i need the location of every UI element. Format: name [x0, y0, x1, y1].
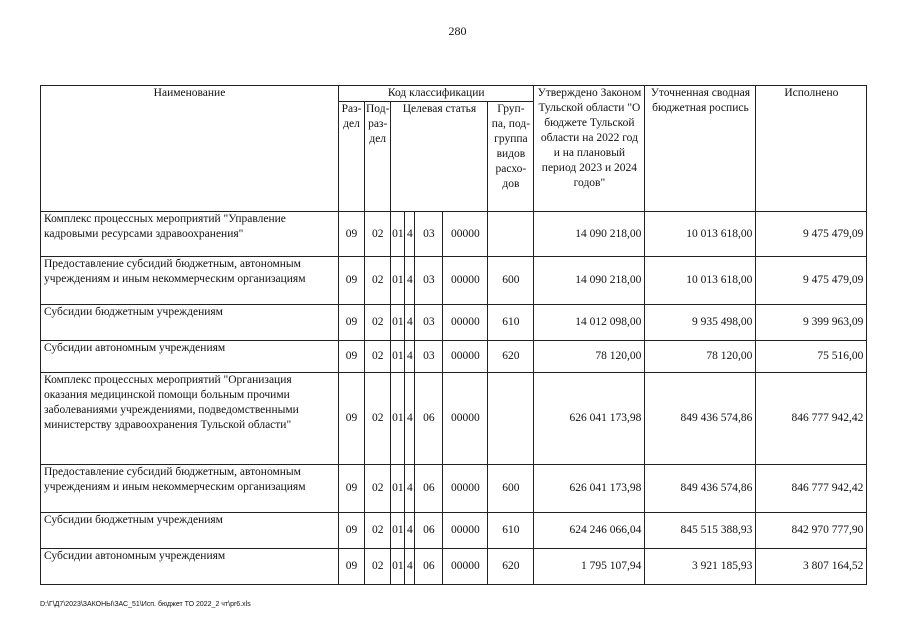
- header-row-top: [41, 86, 867, 102]
- row-approved: 1 795 107,94: [534, 549, 645, 585]
- row-section: 09: [339, 465, 365, 513]
- table-body: [41, 212, 867, 585]
- header-revised: Уточненная сводная бюджетная роспись: [645, 86, 756, 212]
- row-expense-group: 610: [488, 513, 534, 549]
- row-revised: 849 436 574,86: [645, 373, 756, 465]
- header-target-article: Целевая статья: [391, 102, 488, 212]
- row-name: Комплекс процессных мероприятий "Организация оказания медицинской помощи больным прочими заболеваниями учреждениями, подведомственными министерству здравоохранения Тульской области": [41, 373, 339, 465]
- row-name: Субсидии автономным учреждениям: [41, 549, 339, 585]
- row-expense-group: 620: [488, 549, 534, 585]
- row-executed: 846 777 942,42: [756, 465, 867, 513]
- row-revised: 78 120,00: [645, 341, 756, 373]
- row-target-type: 4: [405, 257, 415, 305]
- row-approved: 626 041 173,98: [534, 465, 645, 513]
- row-target-complex: 03: [415, 212, 443, 257]
- row-executed: 75 516,00: [756, 341, 867, 373]
- row-approved: 626 041 173,98: [534, 373, 645, 465]
- row-target-direction: 00000: [443, 305, 488, 341]
- row-target-program: 01: [391, 212, 405, 257]
- row-revised: 9 935 498,00: [645, 305, 756, 341]
- row-section: 09: [339, 549, 365, 585]
- row-expense-group: 600: [488, 257, 534, 305]
- header-code: Код классификации: [339, 86, 534, 102]
- row-target-type: 4: [405, 341, 415, 373]
- row-executed: 3 807 164,52: [756, 549, 867, 585]
- row-subsection: 02: [365, 341, 391, 373]
- row-target-program: 01: [391, 549, 405, 585]
- row-target-program: 01: [391, 465, 405, 513]
- row-subsection: 02: [365, 305, 391, 341]
- row-revised: 10 013 618,00: [645, 257, 756, 305]
- row-target-type: 4: [405, 373, 415, 465]
- header-name: Наименование: [41, 86, 339, 212]
- row-approved: 14 090 218,00: [534, 212, 645, 257]
- row-target-direction: 00000: [443, 465, 488, 513]
- header-executed: Исполнено: [756, 86, 867, 212]
- row-executed: 9 475 479,09: [756, 212, 867, 257]
- table-row: [41, 257, 867, 305]
- row-target-program: 01: [391, 305, 405, 341]
- row-executed: 846 777 942,42: [756, 373, 867, 465]
- budget-table: [40, 85, 867, 585]
- row-section: 09: [339, 212, 365, 257]
- row-subsection: 02: [365, 257, 391, 305]
- row-section: 09: [339, 341, 365, 373]
- row-expense-group: 610: [488, 305, 534, 341]
- header-approved: Утверждено Законом Тульской области "О бюджете Тульской области на 2022 год и на плановый период 2023 и 2024 годов": [534, 86, 645, 212]
- row-target-direction: 00000: [443, 212, 488, 257]
- row-subsection: 02: [365, 212, 391, 257]
- row-executed: 9 399 963,09: [756, 305, 867, 341]
- header-section: Раз- дел: [339, 102, 365, 212]
- table-row: [41, 212, 867, 257]
- table-row: [41, 341, 867, 373]
- row-target-complex: 06: [415, 465, 443, 513]
- row-target-direction: 00000: [443, 513, 488, 549]
- file-path-footer: D:\Г\Д7\2023\ЗАКОНЫ\ЗАС_51\Исп. бюджет ТО 2022_2 чт\pr6.xls: [40, 601, 251, 608]
- page-number: 280: [448, 24, 467, 38]
- row-approved: 624 246 066,04: [534, 513, 645, 549]
- row-target-type: 4: [405, 513, 415, 549]
- row-target-direction: 00000: [443, 549, 488, 585]
- row-name: Субсидии бюджетным учреждениям: [41, 513, 339, 549]
- table-row: [41, 549, 867, 585]
- row-section: 09: [339, 305, 365, 341]
- row-target-type: 4: [405, 212, 415, 257]
- row-subsection: 02: [365, 465, 391, 513]
- row-revised: 3 921 185,93: [645, 549, 756, 585]
- row-target-direction: 00000: [443, 257, 488, 305]
- row-name: Субсидии бюджетным учреждениям: [41, 305, 339, 341]
- row-executed: 842 970 777,90: [756, 513, 867, 549]
- table-row: [41, 513, 867, 549]
- row-target-complex: 03: [415, 305, 443, 341]
- table-row: [41, 465, 867, 513]
- table-row: [41, 305, 867, 341]
- row-name: Предоставление субсидий бюджетным, автономным учреждениям и иным некоммерческим организациям: [41, 465, 339, 513]
- row-revised: 10 013 618,00: [645, 212, 756, 257]
- row-target-program: 01: [391, 257, 405, 305]
- row-expense-group: 620: [488, 341, 534, 373]
- row-target-complex: 03: [415, 257, 443, 305]
- row-target-type: 4: [405, 305, 415, 341]
- row-target-program: 01: [391, 373, 405, 465]
- row-subsection: 02: [365, 549, 391, 585]
- row-target-program: 01: [391, 341, 405, 373]
- row-target-complex: 06: [415, 549, 443, 585]
- row-target-type: 4: [405, 465, 415, 513]
- row-target-direction: 00000: [443, 341, 488, 373]
- row-name: Субсидии автономным учреждениям: [41, 341, 339, 373]
- row-target-type: 4: [405, 549, 415, 585]
- row-subsection: 02: [365, 513, 391, 549]
- row-approved: 14 090 218,00: [534, 257, 645, 305]
- table-row: [41, 373, 867, 465]
- row-executed: 9 475 479,09: [756, 257, 867, 305]
- row-expense-group: [488, 373, 534, 465]
- row-section: 09: [339, 513, 365, 549]
- header-subsection: Под- раз- дел: [365, 102, 391, 212]
- row-section: 09: [339, 257, 365, 305]
- row-section: 09: [339, 373, 365, 465]
- row-target-program: 01: [391, 513, 405, 549]
- row-approved: 14 012 098,00: [534, 305, 645, 341]
- row-revised: 845 515 388,93: [645, 513, 756, 549]
- row-name: Предоставление субсидий бюджетным, автономным учреждениям и иным некоммерческим организациям: [41, 257, 339, 305]
- row-approved: 78 120,00: [534, 341, 645, 373]
- row-subsection: 02: [365, 373, 391, 465]
- row-target-complex: 06: [415, 513, 443, 549]
- row-expense-group: 600: [488, 465, 534, 513]
- row-expense-group: [488, 212, 534, 257]
- header-expense-group: Груп- па, под- группа видов расхо- дов: [488, 102, 534, 212]
- row-name: Комплекс процессных мероприятий "Управление кадровыми ресурсами здравоохранения": [41, 212, 339, 257]
- row-target-complex: 03: [415, 341, 443, 373]
- row-target-direction: 00000: [443, 373, 488, 465]
- row-target-complex: 06: [415, 373, 443, 465]
- row-revised: 849 436 574,86: [645, 465, 756, 513]
